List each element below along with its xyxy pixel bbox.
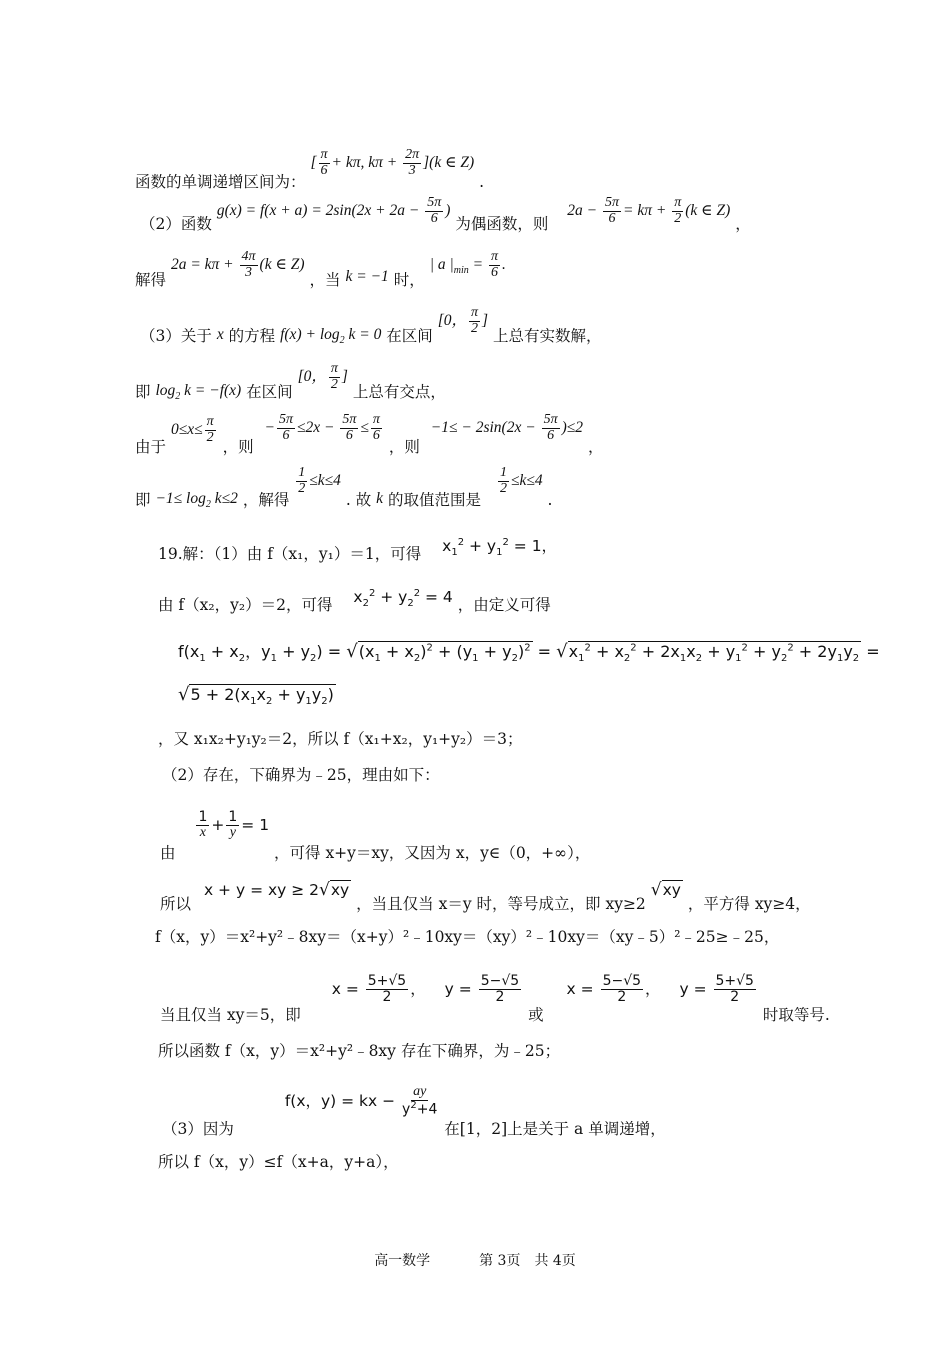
ze-label-2: ，则	[388, 437, 420, 456]
jiede-label: ，解得	[242, 490, 290, 509]
intersection-line: 即 $\log_2 k = -f(x)$ 在区间 [0， $\frac{\pi}{2}$ ] 上总有交点，	[135, 361, 446, 402]
part2-mid: 为偶函数，则	[455, 214, 549, 233]
interval-formula: [ $\frac{\pi}{6}$ + kπ, kπ + $\frac{2\pi}{3}$ ](k ∈ Z)	[310, 147, 475, 178]
solve-label: 解得	[135, 270, 167, 289]
solve-formula: 2a = kπ + $\frac{4\pi}{3}$ (k ∈ Z)	[170, 249, 305, 280]
gx-formula: g(x) = f(x + a) = 2sin(2x + 2a − $\frac{5\pi}{6}$ )	[216, 195, 451, 226]
eq-circle2: $x_2^2 + y_2^2 = 4$	[353, 588, 453, 610]
footer-page: 第 3页 共 4页	[479, 1253, 576, 1269]
since-line: 由于 0≤x≤ $\frac{\pi}{2}$ ，则 − $\frac{5\pi}{6}$ ≤2x − $\frac{5\pi}{6}$ ≤ $\frac{\pi}{6}$ ，则 −1≤ − 2sin(2x − $\frac{5\pi}{6}$ )≤2 ，	[135, 412, 604, 456]
zone-label-2: 在区间	[246, 382, 293, 401]
q19-line8: 当且仅当 xy＝5，即 x = $\frac{5+√5}{2}$ ， y = $\frac{5-√5}{2}$ 或 x = $\frac{5-√5}{2}$ ， y = $\frac{5+√5}{2}$ 时取等号.	[160, 973, 830, 1024]
q19-line10: （3）因为 f(x，y) = kx − $\frac{ay}{y^2+4}$ 在[1，2]上是关于 a 单调递增，	[162, 1084, 666, 1138]
q19-line3: ，又 x₁x₂+y₁y₂＝2，所以 f（x₁+x₂，y₁+y₂）＝3；	[158, 730, 523, 748]
q19-line1: 19.解：（1）由 f（x₁，y₁）＝1，可得 $x_1^2 + y_1^2 = 1$，	[158, 537, 558, 564]
q19-line4: （2）存在，下确界为﹣25，理由如下：	[162, 766, 440, 784]
sum-formula-2: $√5 + 2(x_1x_2 + y_1y_2)$	[178, 684, 334, 708]
a-min-formula: | a $|_{min}$ = $\frac{\pi}{6}$ .	[429, 249, 506, 280]
part3-prefix: （3）关于	[140, 326, 212, 345]
range-label: 的取值范围是	[387, 490, 481, 509]
q19-line6: 所以 x + y = xy ≥ 2√xy ，当且仅当 x＝y 时，等号成立，即 xy≥2 √xy ，平方得 xy≥4，	[160, 880, 811, 913]
even-condition: 2a − $\frac{5\pi}{6}$ = kπ + $\frac{\pi}{2}$ (k ∈ Z)	[567, 195, 731, 226]
when-label: ，当	[309, 270, 341, 289]
equation: $f(x) + \log_2 k = 0$	[280, 325, 382, 346]
q19-line9: 所以函数 f（x，y）＝x²+y²﹣8xy 存在下确界，为﹣25；	[158, 1042, 561, 1060]
q19-line2: 由 f（x₂，y₂）＝2，可得 $x_2^2 + y_2^2 = 4$ ，由定义可得	[158, 588, 551, 615]
part3-line: （3）关于 x 的方程 $f(x) + \log_2 k = 0$ 在区间 [0， $\frac{\pi}{2}$ ] 上总有实数解，	[140, 305, 602, 346]
part3-tail: 上总有实数解，	[493, 326, 602, 345]
q19-line5: 由 $\frac{1}{x}$ + $\frac{1}{y}$ = 1 ，可得 x+y＝xy，又因为 x，y∈（0，+∞），	[160, 809, 591, 862]
page-footer	[0, 1250, 950, 1270]
ji2-label: 即	[135, 490, 151, 509]
interval-label: 函数的单调递增区间为：	[135, 172, 306, 191]
q19-line11: 所以 f（x，y）≤f（x+a，y+a），	[158, 1153, 399, 1171]
solve-line	[135, 249, 506, 289]
sum-formula: $f(x_1 + x_2$，$y_1 + y_2) = √(x_1 + x_2)^2 + (y_1 + y_2)^2 = √x_1^2 + x_2^2 + 2x_1x_2 + y_1^2 + y_2^2 + 2y_1y_2$ =	[178, 641, 880, 665]
interval-0-pi2: [0， $\frac{\pi}{2}$ ]	[437, 305, 489, 336]
zone2-tail: 上总有交点，	[352, 382, 446, 401]
part2-prefix: （2）函数	[140, 214, 212, 233]
shi-label: 时，	[393, 270, 425, 289]
ze-label-1: ，则	[222, 437, 254, 456]
gu-label: . 故	[345, 490, 372, 509]
ji-label: 即	[135, 382, 151, 401]
footer-subject: 高一数学	[374, 1253, 431, 1269]
interval-line: 函数的单调递增区间为： [ $\frac{\pi}{6}$ + kπ, kπ + $\frac{2\pi}{3}$ ](k ∈ Z) .	[135, 147, 485, 191]
youyu-label: 由于	[135, 437, 167, 456]
when-k: k = −1	[345, 267, 389, 285]
q19-line7: f（x，y）＝x²+y²﹣8xy＝（x+y）²﹣10xy＝（xy）²﹣10xy＝（xy﹣5）²﹣25≥﹣25，	[155, 928, 780, 946]
range-line: 即 $-1\le \log_2 k\le 2$ ，解得 $\frac{1}{2}$ ≤k≤4 . 故 k 的取值范围是 $\frac{1}{2}$ ≤k≤4 .	[135, 465, 553, 510]
part3-zone: 在区间	[386, 326, 433, 345]
part2-line: （2）函数 g(x) = f(x + a) = 2sin(2x + 2a − $\frac{5\pi}{6}$ ) 为偶函数，则 2a − $\frac{5\pi}{6}$ = kπ + $\frac{\pi}{2}$ (k ∈ Z) ，	[140, 195, 751, 233]
eq-circle1: $x_1^2 + y_1^2 = 1$，	[442, 537, 558, 559]
part3-mid: 的方程	[228, 326, 276, 345]
